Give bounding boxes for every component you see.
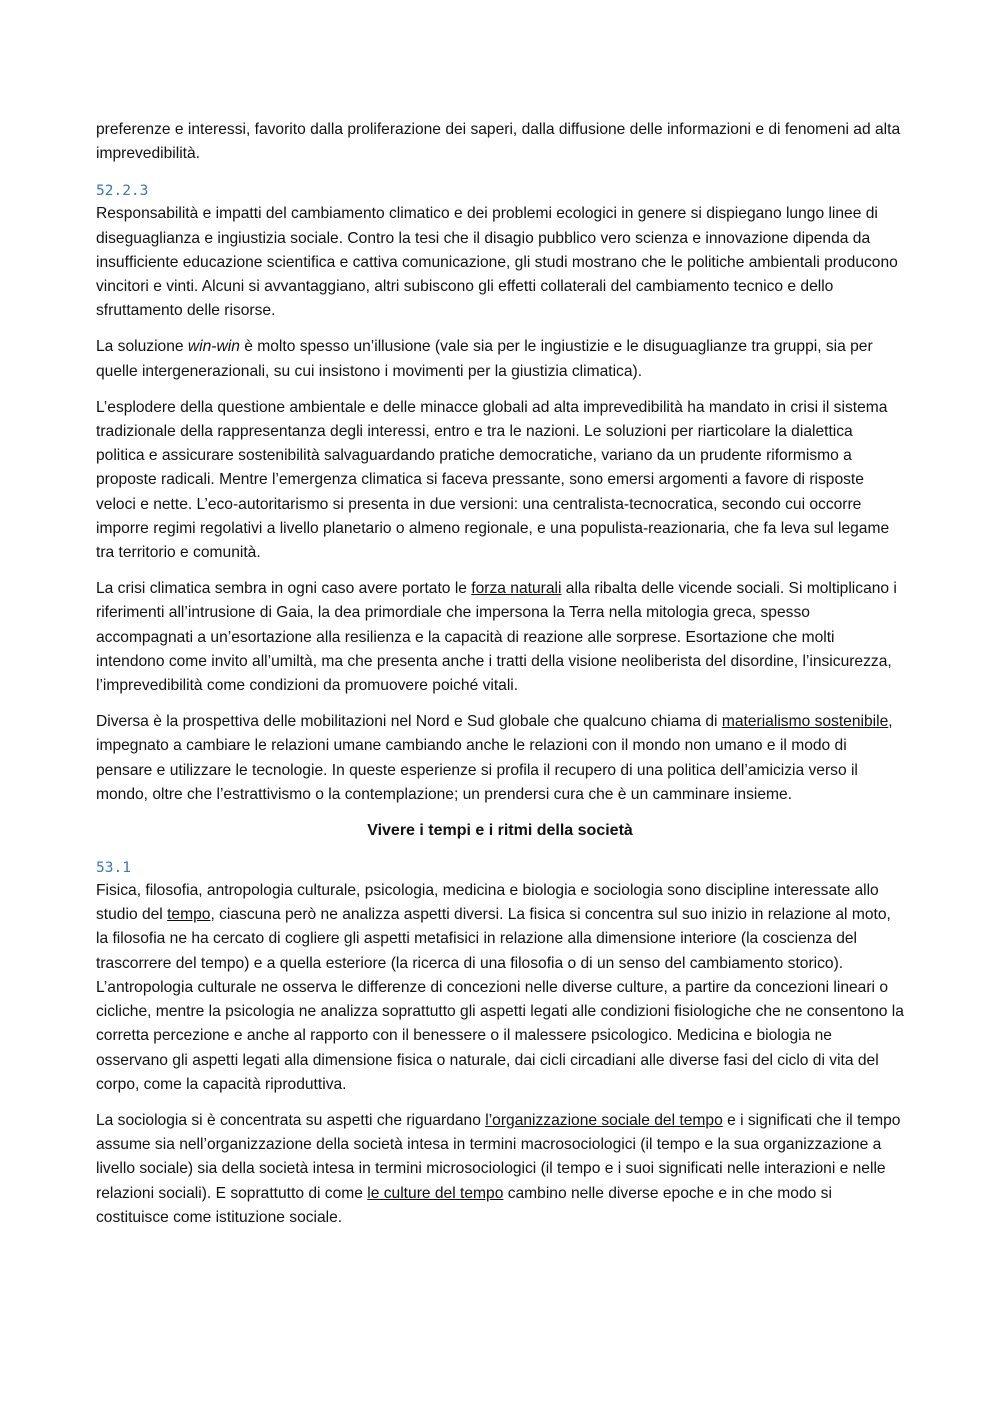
text-run: , impegnato a cambiare le relazioni umane cambiando anche le relazioni con il mondo non umano e il modo di pensare e utilizzare le tecnologie. In queste esperienze si profila il recupero di una politica dell’amicizia verso il mondo, oltre che l’estrattivismo o la contemplazione; un prendersi cura che è un camminare insieme.: [96, 713, 893, 803]
paragraph: [96, 396, 904, 565]
paragraph: [96, 879, 904, 1097]
section-heading: Vivere i tempi e i ritmi della società: [367, 822, 633, 840]
text-run: Fisica, filosofia, antropologia culturale, psicologia, medicina e biologia e sociologia sono discipline interessate allo studio del: [96, 882, 879, 924]
text-run: , ciascuna però ne analizza aspetti diversi. La fisica si concentra sul suo inizio in relazione al moto, la filosofia ne ha cercato di cogliere gli aspetti metafisici in relazione alla dimensione interiore (la coscienza del trascorrere del tempo) e a quella esteriore (la ricerca di una filosofia o di un senso del cambiamento storico). L’antropologia culturale ne osserva le differenze di concezioni nelle diverse culture, a partire da concezioni lineari o cicliche, mentre la psicologia ne analizza soprattutto gli aspetti legati alle condizioni fisiologiche che ne consentono la corretta percezione e anche al rapporto con il benessere o il malessere psicologico. Medicina e biologia ne osservano gli aspetti legati alla dimensione fisica o naturale, dai cicli circadiani alle diverse fasi del ciclo di vita del corpo, come la capacità riproduttiva.: [96, 906, 904, 1093]
underlined-term: forza naturali: [471, 580, 562, 598]
text-run: Responsabilità e impatti del cambiamento climatico e dei problemi ecologici in genere si dispiegano lungo linee di diseguaglianza e ingiustizia sociale. Contro la tesi che il disagio pubblico vero scienza e innovazione dipenda da insuf: [96, 205, 878, 271]
paragraph: [96, 118, 904, 166]
text-run: e i significati che il tempo assume sia nell’organizzazione della società intesa in termini macrosociologici (il tempo e la sua organizzazione a livello sociale) sia della società intesa in termini microsociologici (il tempo e i suoi significati nelle interazioni e nelle relazioni sociali). E soprattutto di come: [96, 1111, 901, 1202]
underlined-term: tempo: [167, 906, 211, 924]
section-number: 53.1: [96, 860, 131, 877]
text-run: La crisi climatica sembra in ogni caso avere portato le: [96, 580, 472, 598]
text-run: preferenze e interessi, favorito dalla proliferazione dei saperi, dalla diffusione delle informazioni e di fenomeni ad alta imprevedibilità.: [96, 121, 901, 163]
text-run: cambino nelle diverse epoche e in che modo si costituisce come istituzione sociale.: [96, 1184, 832, 1226]
text-run: alla ribalta delle vicende sociali. Si moltiplicano i riferimenti all’intrusione di Gaia, la dea primordiale che impersona la Terra nella mitologia greca, spesso accompagnati a un’esortazione alla resilienza e la capacità di reazione alle sorprese. Esortazione che molti intendono come invito all’umiltà, ma che presenta anche i tratti della visione neoliberista del disordine, l’insicurezza, l’imprevedibilità come condizioni da promuovere poiché vitali.: [96, 580, 897, 695]
paragraph: [96, 335, 904, 383]
text-run: L’esplodere della questione ambientale e delle minacce globali ad alta imprevedibilità ha mandato in crisi il sistema tradizionale della rappresentanza degli interessi, entro e tra le nazioni. Le soluzioni per riarticolare la dialettica politica e assicurare sostenibilità salvaguardando pratiche democratiche, variano da un prudente riformismo a proposte radicali. Mentre l’emergenza climatica si faceva pressante, sono emersi argomenti a favore di risposte veloci e nette. L’eco-autoritarismo si presenta in due versioni: una centralista-tecnocratica, secondo cui occorre imporre regimi regolativi a livello planetario o almeno regionale, e una populista-reazionaria, che fa leva sul legame tra territorio e comunità.: [96, 398, 890, 562]
underlined-term: le culture del tempo: [367, 1184, 504, 1202]
underlined-term: l’organizzazione sociale del tempo: [485, 1111, 723, 1129]
text-run: La soluzione: [96, 338, 188, 356]
paragraph: [96, 710, 904, 807]
text-run: è molto spesso un’illusione (vale sia per le ingiustizie e le disuguaglianze tra gruppi, sia per quelle intergenerazionali, su cui insistono i movimenti per la giustizia climatica).: [96, 338, 873, 380]
paragraph: [96, 1109, 904, 1230]
text-run: La sociologia si è concentrata su aspetti che riguardano: [96, 1111, 486, 1129]
text-run: Diversa è la prospettiva delle mobilitazioni nel Nord e Sud globale che qualcuno chiama di: [96, 713, 722, 731]
italic-term: win-win: [187, 338, 240, 356]
text-run: ciente educazione scientifica e cattiva comunicazione, gli studi mostrano che le politiche ambientali producono vincitori e vinti. Alcuni si avvantaggiano, altri subiscono gli effetti collaterali del cambiamento tecnico e dello sfruttamento delle risorse.: [96, 253, 898, 320]
underlined-term: materialismo sostenibile: [721, 713, 889, 731]
ligature-glyph: ﬁ: [128, 253, 137, 271]
paragraph: [96, 202, 904, 323]
paragraph: [96, 577, 904, 698]
page-content: [96, 118, 904, 1242]
section-number: 52.2.3: [96, 183, 149, 200]
